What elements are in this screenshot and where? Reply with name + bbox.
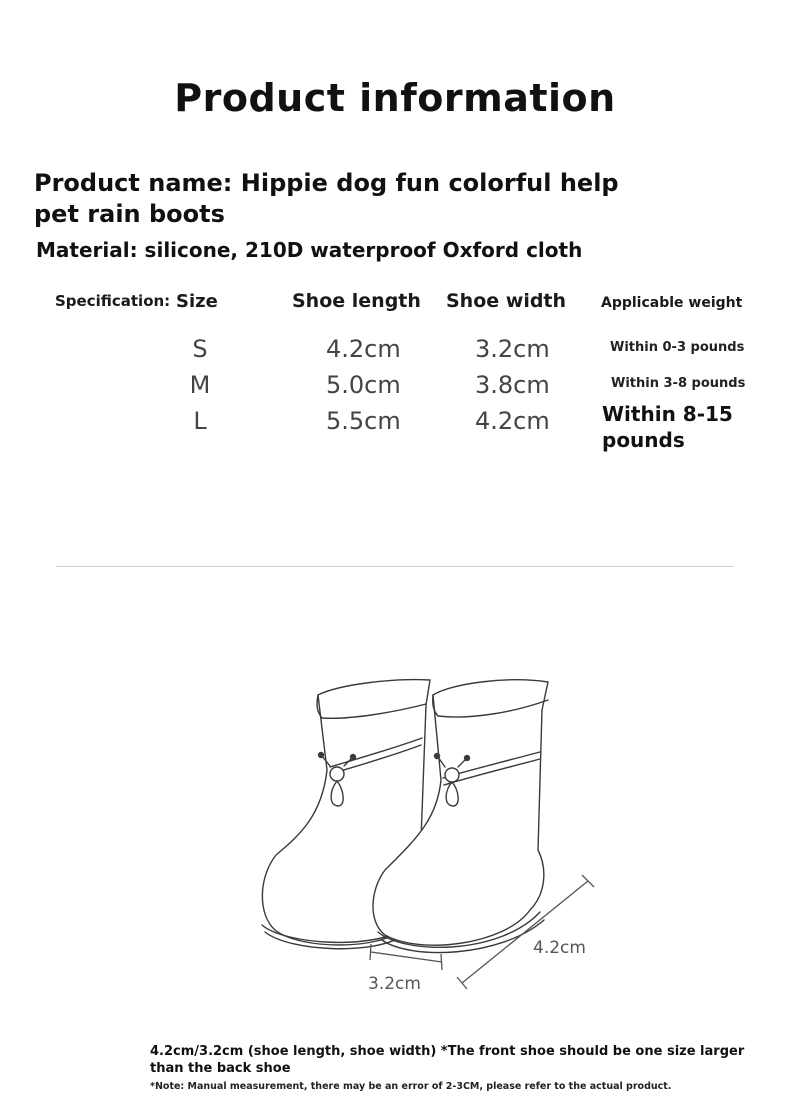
row-l-size: L (193, 407, 207, 435)
row-m-length: 5.0cm (326, 371, 401, 399)
page-title: Product information (174, 76, 616, 120)
row-s-size: S (192, 335, 208, 363)
row-m-weight: Within 3-8 pounds (611, 376, 746, 391)
length-dimension-label: 4.2cm (533, 938, 586, 958)
header-applicable-weight: Applicable weight (601, 295, 743, 311)
row-m-size: M (189, 371, 211, 399)
row-l-weight: Within 8-15 pounds (602, 402, 733, 452)
product-name: Product name: Hippie dog fun colorful help pet rain boots (34, 169, 619, 228)
section-divider (56, 566, 734, 567)
row-s-weight: Within 0-3 pounds (610, 340, 745, 355)
row-l-length: 5.5cm (326, 407, 401, 435)
width-dimension-line (370, 944, 442, 970)
measurement-disclaimer: *Note: Manual measurement, there may be an error of 2-3CM, please refer to the actual product. (150, 1081, 672, 1092)
header-size: Size (176, 291, 218, 312)
specification-label: Specification: (55, 292, 171, 310)
header-shoe-length: Shoe length (292, 290, 421, 312)
row-m-width: 3.8cm (475, 371, 550, 399)
width-dimension-label: 3.2cm (368, 974, 421, 994)
row-s-length: 4.2cm (326, 335, 401, 363)
back-boot-toggle (330, 767, 344, 781)
header-shoe-width: Shoe width (446, 290, 567, 312)
rain-boots-illustration (250, 665, 600, 995)
front-boot-toggle (445, 768, 459, 782)
row-l-width: 4.2cm (475, 407, 550, 435)
row-s-width: 3.2cm (475, 335, 550, 363)
size-note: 4.2cm/3.2cm (shoe length, shoe width) *The front shoe should be one size larger than the back shoe (150, 1044, 745, 1076)
product-material: Material: silicone, 210D waterproof Oxford cloth (36, 238, 583, 262)
